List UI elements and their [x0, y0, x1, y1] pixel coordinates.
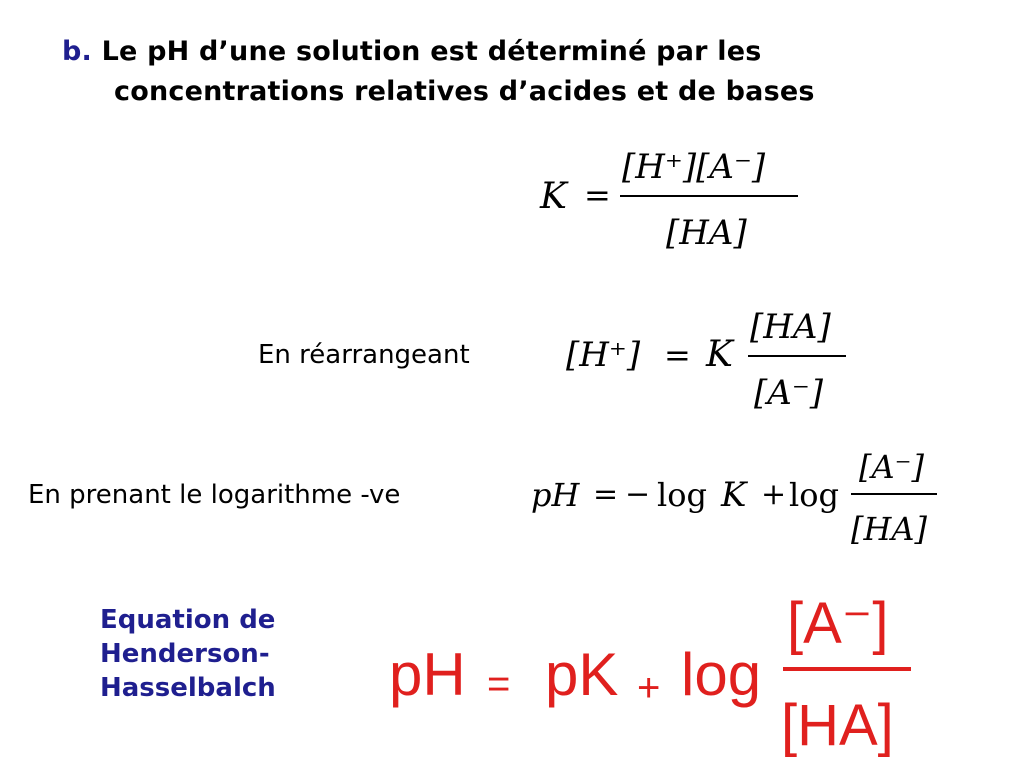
heading-marker: b.	[62, 36, 92, 67]
eq3-minus: −	[625, 477, 651, 512]
eq2-equals: =	[664, 336, 691, 374]
eq2-lhs: [H⁺]	[566, 335, 641, 375]
eq1-equals: =	[584, 176, 611, 214]
eq3-log2: log	[789, 476, 839, 514]
eq3-equals: =	[593, 477, 619, 512]
henderson-hasselbalch-equation	[385, 585, 930, 760]
hh-denominator: [HA]	[781, 693, 894, 758]
logarithm-label: En prenant le logarithme -ve	[28, 480, 401, 510]
eq1-lhs: K	[540, 176, 567, 217]
hh-equals: =	[487, 662, 511, 706]
hh-log: log	[681, 641, 762, 708]
eq3-ph: pH	[531, 476, 580, 514]
eq3-numerator: [A⁻]	[859, 448, 924, 486]
heading-text-1: Le pH d’une solution est déterminé par les	[101, 36, 762, 67]
hh-name-line-3: Hasselbalch	[100, 673, 276, 703]
eq2-denominator: [A⁻]	[754, 373, 824, 413]
rearranged-equation	[560, 300, 860, 420]
logarithm-equation	[525, 440, 945, 560]
eq3-k: K	[721, 475, 747, 515]
eq2-factor: K	[706, 334, 733, 375]
slide-heading	[62, 32, 815, 112]
eq2-numerator: [HA]	[750, 307, 831, 347]
eq1-numerator: [H⁺][A⁻]	[622, 147, 766, 187]
eq3-log1: log	[657, 476, 707, 514]
hh-name-line-1: Equation de	[100, 605, 276, 635]
eq3-denominator: [HA]	[851, 510, 927, 548]
hh-pk: pK	[545, 641, 619, 708]
eq1-denominator: [HA]	[666, 213, 747, 253]
hh-numerator: [A⁻]	[787, 591, 889, 656]
hh-plus: +	[637, 666, 661, 710]
hh-ph: pH	[389, 641, 466, 708]
henderson-hasselbalch-title	[100, 603, 276, 705]
heading-line-1	[62, 32, 815, 72]
hh-name-line-2: Henderson-	[100, 639, 270, 669]
rearranging-label: En réarrangeant	[258, 340, 470, 370]
eq3-plus: +	[761, 477, 787, 512]
equilibrium-constant-equation	[530, 140, 810, 260]
heading-line-2: concentrations relatives d’acides et de bases	[114, 76, 815, 107]
